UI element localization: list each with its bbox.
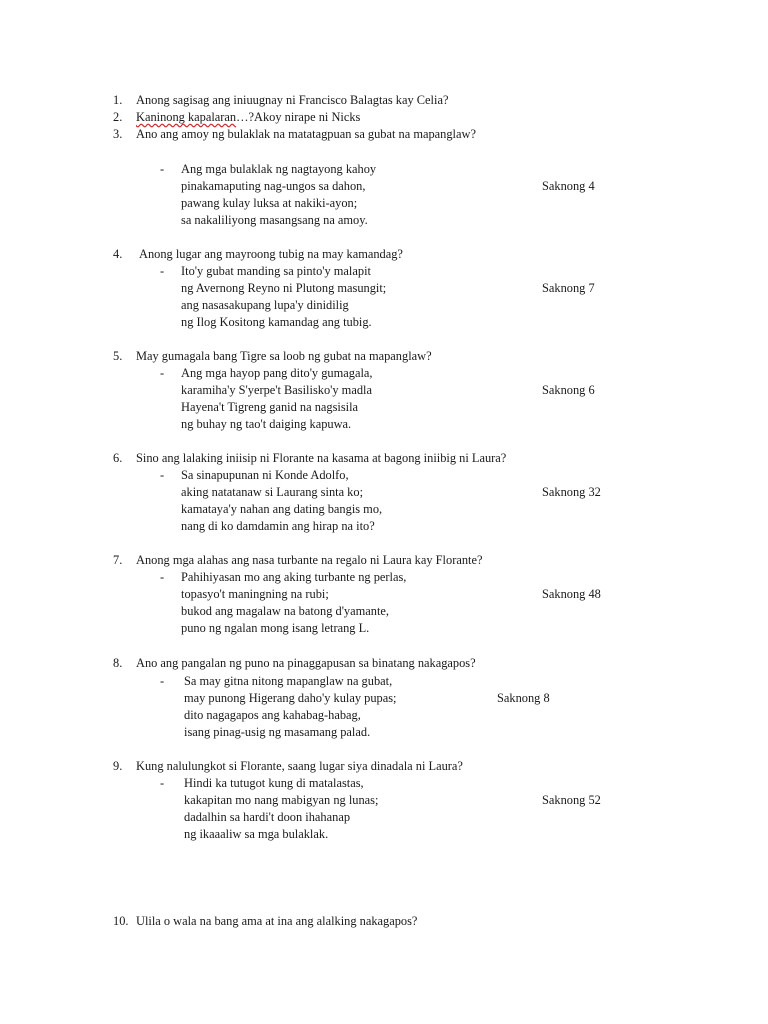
verse-line: Ang mga bulaklak ng nagtayong kahoy bbox=[181, 162, 377, 176]
verse-line: pinakamaputing nag-ungos sa dahon, bbox=[181, 179, 366, 193]
question-text: Ulila o wala na bang ama at ina ang alalking nakagapos? bbox=[136, 914, 418, 928]
verse-line: dadalhin sa hardi't doon ihahanap bbox=[184, 810, 351, 824]
question-text: Kung nalulungkot si Florante, saang lugar siya dinadala ni Laura? bbox=[136, 759, 463, 773]
verse-line: Sa sinapupunan ni Konde Adolfo, bbox=[181, 468, 349, 482]
verse-line: topasyo't maningning na rubi; bbox=[181, 587, 329, 601]
question-text-flagged: Kaninong kapalaran bbox=[136, 110, 237, 124]
question-number: 3. bbox=[113, 127, 123, 141]
question-text: Sino ang lalaking iniisip ni Florante na kasama at bagong iniibig ni Laura? bbox=[136, 451, 507, 465]
saknong-reference: Saknong 32 bbox=[542, 485, 601, 499]
verse-line: ang nasasakupang lupa'y dinidilig bbox=[181, 298, 349, 312]
bullet-dash: - bbox=[160, 162, 165, 176]
saknong-reference: Saknong 48 bbox=[542, 587, 601, 601]
bullet-dash: - bbox=[160, 674, 165, 688]
saknong-reference: Saknong 7 bbox=[542, 281, 595, 295]
question-number: 10. bbox=[113, 914, 129, 928]
verse-line: dito nagagapos ang kahabag-habag, bbox=[184, 708, 361, 722]
question-number: 4. bbox=[113, 247, 123, 261]
verse-line: Ang mga hayop pang dito'y gumagala, bbox=[181, 366, 373, 380]
bullet-dash: - bbox=[160, 468, 165, 482]
verse-line: puno ng ngalan mong isang letrang L. bbox=[181, 621, 370, 635]
question-number: 5. bbox=[113, 349, 123, 363]
verse-line: kamataya'y nahan ang dating bangis mo, bbox=[181, 502, 383, 516]
verse-line: ng Ilog Kositong kamandag ang tubig. bbox=[181, 315, 372, 329]
question-number: 8. bbox=[113, 656, 123, 670]
question-text: Anong mga alahas ang nasa turbante na regalo ni Laura kay Florante? bbox=[136, 553, 483, 567]
verse-line: isang pinag-usig ng masamang palad. bbox=[184, 725, 371, 739]
question-number: 1. bbox=[113, 93, 123, 107]
verse-line: aking natatanaw si Laurang sinta ko; bbox=[181, 485, 364, 499]
question-text: Ano ang amoy ng bulaklak na matatagpuan sa gubat na mapanglaw? bbox=[136, 127, 476, 141]
question-number: 7. bbox=[113, 553, 123, 567]
bullet-dash: - bbox=[160, 366, 165, 380]
question-text: May gumagala bang Tigre sa loob ng gubat na mapanglaw? bbox=[136, 349, 432, 363]
question-text bbox=[136, 109, 360, 126]
verse-line: Ito'y gubat manding sa pinto'y malapit bbox=[181, 264, 371, 278]
saknong-reference: Saknong 6 bbox=[542, 383, 595, 397]
verse-line: kakapitan mo nang mabigyan ng lunas; bbox=[184, 793, 379, 807]
question-text: Anong sagisag ang iniuugnay ni Francisco Balagtas kay Celia? bbox=[136, 93, 449, 107]
bullet-dash: - bbox=[160, 264, 165, 278]
question-text-rest: …?Akoy nirape ni Nicks bbox=[236, 110, 361, 124]
question-number: 6. bbox=[113, 451, 123, 465]
saknong-reference: Saknong 52 bbox=[542, 793, 601, 807]
verse-line: Hayena't Tigreng ganid na nagsisila bbox=[181, 400, 359, 414]
verse-line: nang di ko damdamin ang hirap na ito? bbox=[181, 519, 375, 533]
verse-line: Pahihiyasan mo ang aking turbante ng perlas, bbox=[181, 570, 407, 584]
bullet-dash: - bbox=[160, 570, 165, 584]
question-number: 9. bbox=[113, 759, 123, 773]
verse-line: ng ikaaaliw sa mga bulaklak. bbox=[184, 827, 329, 841]
question-number: 2. bbox=[113, 110, 123, 124]
verse-line: ng buhay ng tao't daiging kapuwa. bbox=[181, 417, 352, 431]
verse-line: bukod ang magalaw na batong d'yamante, bbox=[181, 604, 389, 618]
verse-line: sa nakaliliyong masangsang na amoy. bbox=[181, 213, 368, 227]
question-text: Anong lugar ang mayroong tubig na may kamandag? bbox=[139, 247, 403, 261]
bullet-dash: - bbox=[160, 776, 165, 790]
verse-line: ng Avernong Reyno ni Plutong masungit; bbox=[181, 281, 387, 295]
verse-line: may punong Higerang daho'y kulay pupas; bbox=[184, 691, 397, 705]
verse-line: karamiha'y S'yerpe't Basilisko'y madla bbox=[181, 383, 372, 397]
saknong-reference: Saknong 4 bbox=[542, 179, 595, 193]
question-text: Ano ang pangalan ng puno na pinaggapusan sa binatang nakagapos? bbox=[136, 656, 476, 670]
verse-line: pawang kulay luksa at nakiki-ayon; bbox=[181, 196, 358, 210]
saknong-reference: Saknong 8 bbox=[497, 691, 550, 705]
verse-line: Sa may gitna nitong mapanglaw na gubat, bbox=[184, 674, 393, 688]
verse-line: Hindi ka tutugot kung di matalastas, bbox=[184, 776, 364, 790]
